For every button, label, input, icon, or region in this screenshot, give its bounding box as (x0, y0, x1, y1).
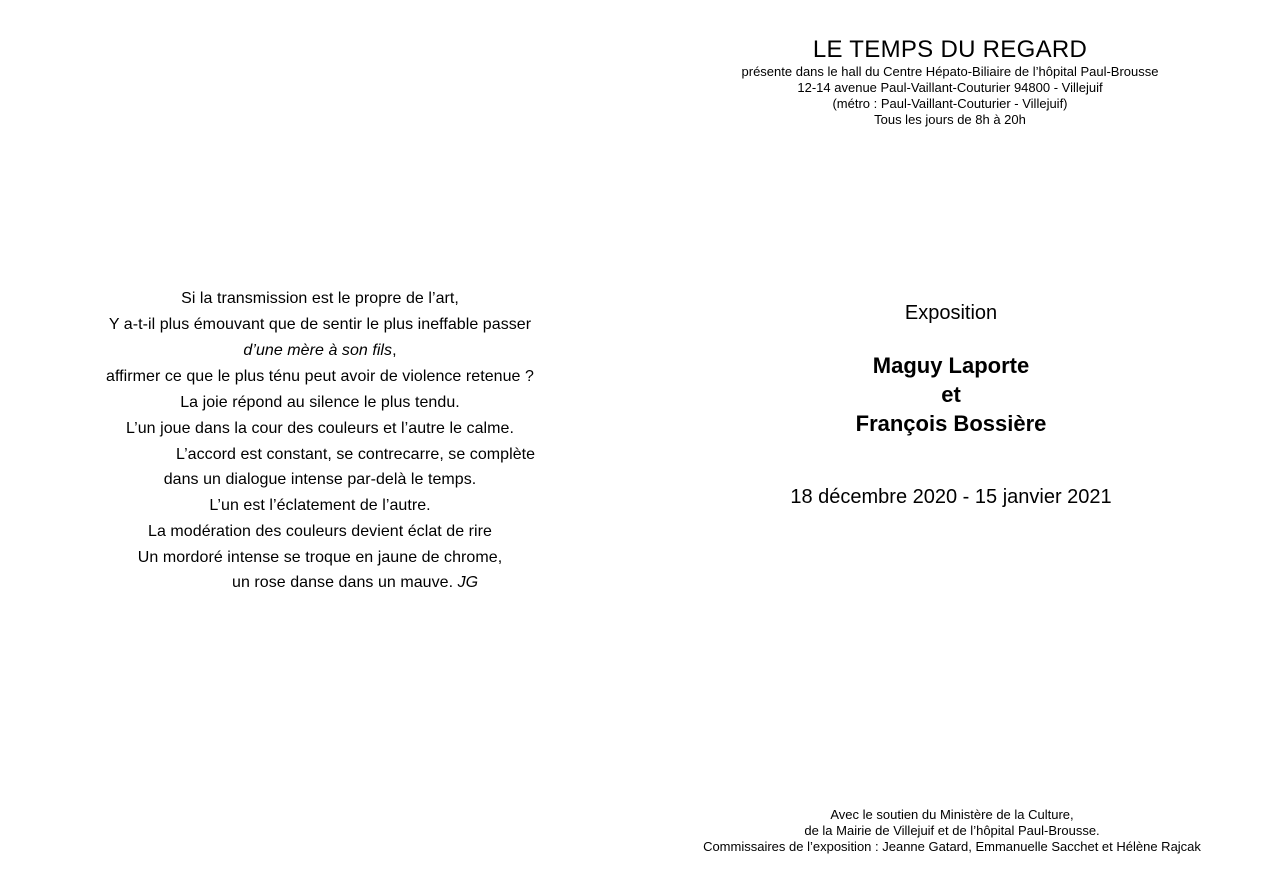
artists-block (790, 351, 1112, 438)
poem-line: Un mordoré intense se troque en jaune de chrome, (137, 549, 503, 566)
artist-conjunction: et (941, 382, 961, 407)
artist-name: François Bossière (855, 411, 1047, 436)
poem-line: L’un joue dans la cour des couleurs et l’autre le calme. (126, 420, 514, 437)
poem-line: Y a-t-il plus émouvant que de sentir le plus ineffable passer (108, 316, 532, 333)
footer-credits (680, 807, 1224, 855)
support-line: Avec le soutien du Ministère de la Culture, (830, 807, 1074, 822)
poem-line: dans un dialogue intense par-delà le temps. (163, 471, 477, 488)
exhibition-dates: 18 décembre 2020 - 15 janvier 2021 (790, 486, 1112, 508)
poem-last-line: un rose danse dans un mauve. (232, 574, 454, 591)
poem-line (232, 572, 478, 594)
metro-line: (métro : Paul-Vaillant-Couturier - Villejuif) (832, 96, 1068, 111)
poem-line: La joie répond au silence le plus tendu. (180, 394, 460, 411)
header-block (690, 36, 1210, 128)
artist-name: Maguy Laporte (872, 353, 1030, 378)
support-line: de la Mairie de Villejuif et de l’hôpital Paul-Brousse. (804, 823, 1100, 838)
poem-line: L’accord est constant, se contrecarre, se complète (176, 446, 536, 463)
curators-line: Commissaires de l’exposition : Jeanne Gatard, Emmanuelle Sacchet et Hélène Rajcak (703, 839, 1201, 854)
poem-line: La modération des couleurs devient éclat de rire (148, 523, 492, 540)
hours-line: Tous les jours de 8h à 20h (874, 112, 1026, 127)
poem-line (80, 340, 560, 362)
exposition-label: Exposition (904, 302, 998, 324)
venue-line: présente dans le hall du Centre Hépato-Biliaire de l’hôpital Paul-Brousse (741, 64, 1159, 79)
organization-title: LE TEMPS DU REGARD (812, 36, 1088, 63)
poem-line: L’un est l’éclatement de l’autre. (209, 497, 431, 514)
poem-punctuation: , (392, 342, 397, 359)
address-line: 12-14 avenue Paul-Vaillant-Couturier 94800 - Villejuif (797, 80, 1103, 95)
poem-italic-phrase: d’une mère à son fils (243, 342, 393, 359)
poem-signature: JG (457, 574, 479, 591)
poem-line: Si la transmission est le propre de l’art, (181, 290, 459, 307)
poem-line: affirmer ce que le plus ténu peut avoir de violence retenue ? (106, 368, 534, 385)
